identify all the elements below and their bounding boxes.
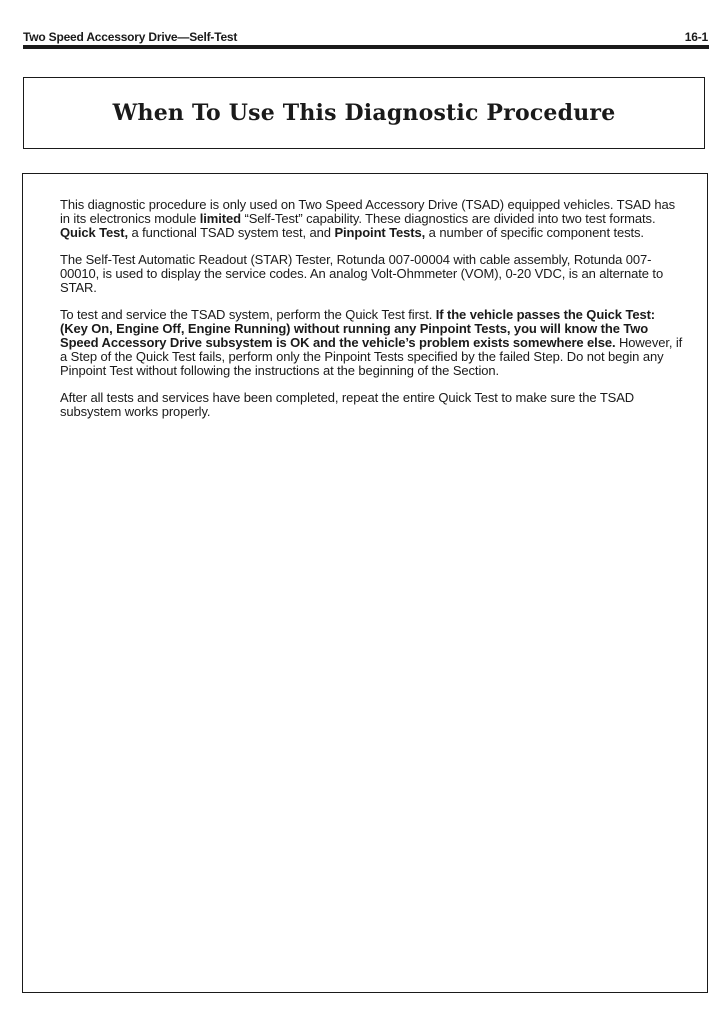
p1-bold-quick-test: Quick Test, xyxy=(60,225,129,240)
p1-bold-limited: limited xyxy=(199,211,241,226)
header-rule xyxy=(23,45,709,49)
page-number: 16-1 xyxy=(684,30,708,44)
section-title: Two Speed Accessory Drive—Self-Test xyxy=(23,30,238,44)
body-text xyxy=(60,198,685,432)
paragraph-repeat-test: After all tests and services have been completed, repeat the entire Quick Test to make sure the TSAD subsystem works properly. xyxy=(60,390,635,419)
content-box xyxy=(22,173,708,993)
paragraph-star-tester: The Self-Test Automatic Readout (STAR) Tester, Rotunda 007-00004 with cable assembly, Rotunda 007-00010, is used to display the service codes. An analog Volt-Ohmmeter (VOM), 0-20 VDC, is an alternate to STAR. xyxy=(60,252,664,295)
p1-text-e: a functional TSAD system test, and xyxy=(128,225,335,240)
paragraph-quick-test xyxy=(60,308,685,378)
title-box xyxy=(23,77,705,149)
paragraph-intro xyxy=(60,198,685,240)
p3-text-a: To test and service the TSAD system, perform the Quick Test first. xyxy=(60,307,436,322)
p1-text-a: This diagnostic procedure is only used on Two Speed Accessory Drive (TSAD) equipped vehicles. TSAD has in its electronics module xyxy=(60,197,676,226)
page-title: When To Use This Diagnostic Procedure xyxy=(112,100,616,126)
p3-bold-pass-note: If the vehicle passes the Quick Test: (Key On, Engine Off, Engine Running) without running any Pinpoint Tests, you will know the Two Speed Accessory Drive subsystem is OK and the vehicle’s problem exists somewhere else. xyxy=(60,307,656,350)
p1-text-g: a number of specific component tests. xyxy=(425,225,644,240)
running-header xyxy=(23,30,708,46)
p1-bold-pinpoint-tests: Pinpoint Tests, xyxy=(334,225,426,240)
p3-text-c: However, if a Step of the Quick Test fails, perform only the Pinpoint Tests specified by the failed Step. Do not begin any Pinpoint Test without following the instructions at the beginning of the Section. xyxy=(60,335,683,378)
p1-text-c: “Self-Test” capability. These diagnostics are divided into two test formats. xyxy=(240,211,656,226)
